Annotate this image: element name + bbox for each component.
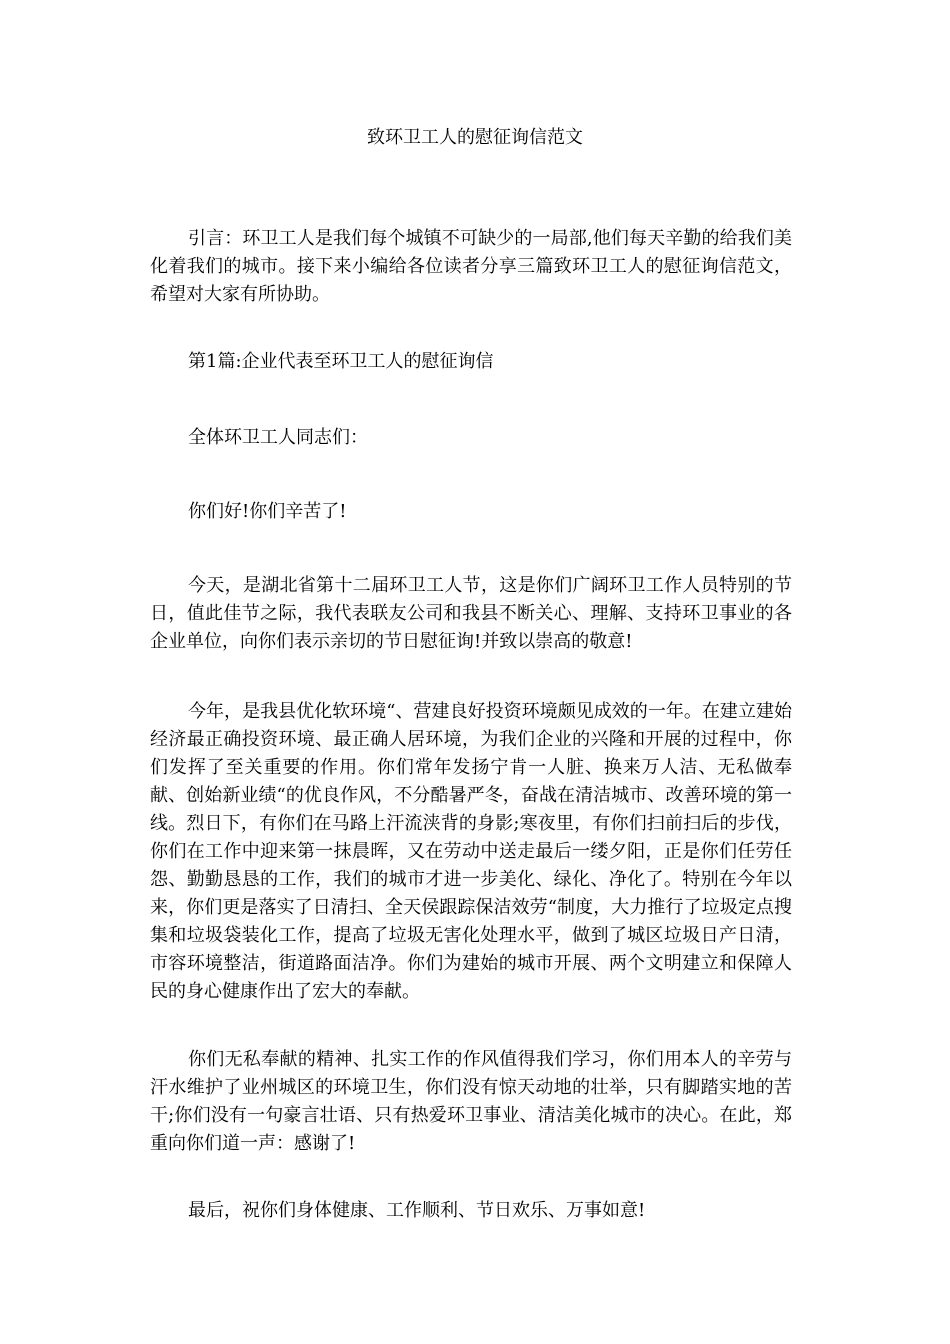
section-heading: 第1篇:企业代表至环卫工人的慰征询信 <box>188 351 494 372</box>
body-paragraph-1: 今天，是湖北省第十二届环卫工人节，这是你们广阔环卫工作人员特别的节日，值此佳节之际，我代表联友公司和我县不断关心、理解、支持环卫事业的各企业单位，向你们表示亲切的节日慰征询!并致以崇高的敬意! <box>150 575 792 652</box>
body-paragraph-2: 今年，是我县优化软环境“、营建良好投资环境颇见成效的一年。在建立建始经济最正确投资环境、最正确人居环境，为我们企业的兴隆和开展的过程中，你们发挥了至关重要的作用。你们常年发扬宁肯一人脏、换来万人洁、无私做奉献、创始新业绩“的优良作风，不分酷暑严冬，奋战在清洁城市、改善环境的第一线。烈日下，有你们在马路上汗流浃背的身影;寒夜里，有你们扫前扫后的步伐，你们在工作中迎来第一抹晨晖，又在劳动中送走最后一缕夕阳，正是你们任劳任怨、勤勤恳恳的工作，我们的城市才进一步美化、绿化、净化了。特别在今年以来，你们更是落实了日清扫、全天侯跟踪保洁效劳“制度，大力推行了垃圾定点搜集和垃圾袋装化工作，提高了垃圾无害化处理水平，做到了城区垃圾日产日清，市容环境整洁，街道路面洁净。你们为建始的城市开展、两个文明建立和保障人民的身心健康作出了宏大的奉献。 <box>150 701 792 1002</box>
greeting: 你们好!你们辛苦了! <box>188 501 347 522</box>
document-title: 致环卫工人的慰征询信范文 <box>367 127 583 148</box>
salutation: 全体环卫工人同志们： <box>188 427 368 448</box>
body-paragraph-3: 你们无私奉献的精神、扎实工作的作风值得我们学习，你们用本人的辛劳与汗水维护了业州城区的环境卫生，你们没有惊天动地的壮举，只有脚踏实地的苦干;你们没有一句豪言壮语、只有热爱环卫事业、清洁美化城市的决心。在此，郑重向你们道一声：感谢了! <box>150 1049 792 1154</box>
closing-paragraph: 最后，祝你们身体健康、工作顺利、节日欢乐、万事如意! <box>188 1200 646 1221</box>
intro-paragraph: 引言：环卫工人是我们每个城镇不可缺少的一局部,他们每天辛勤的给我们美化着我们的城市。接下来小编给各位读者分享三篇致环卫工人的慰征询信范文，希望对大家有所协助。 <box>150 228 792 305</box>
